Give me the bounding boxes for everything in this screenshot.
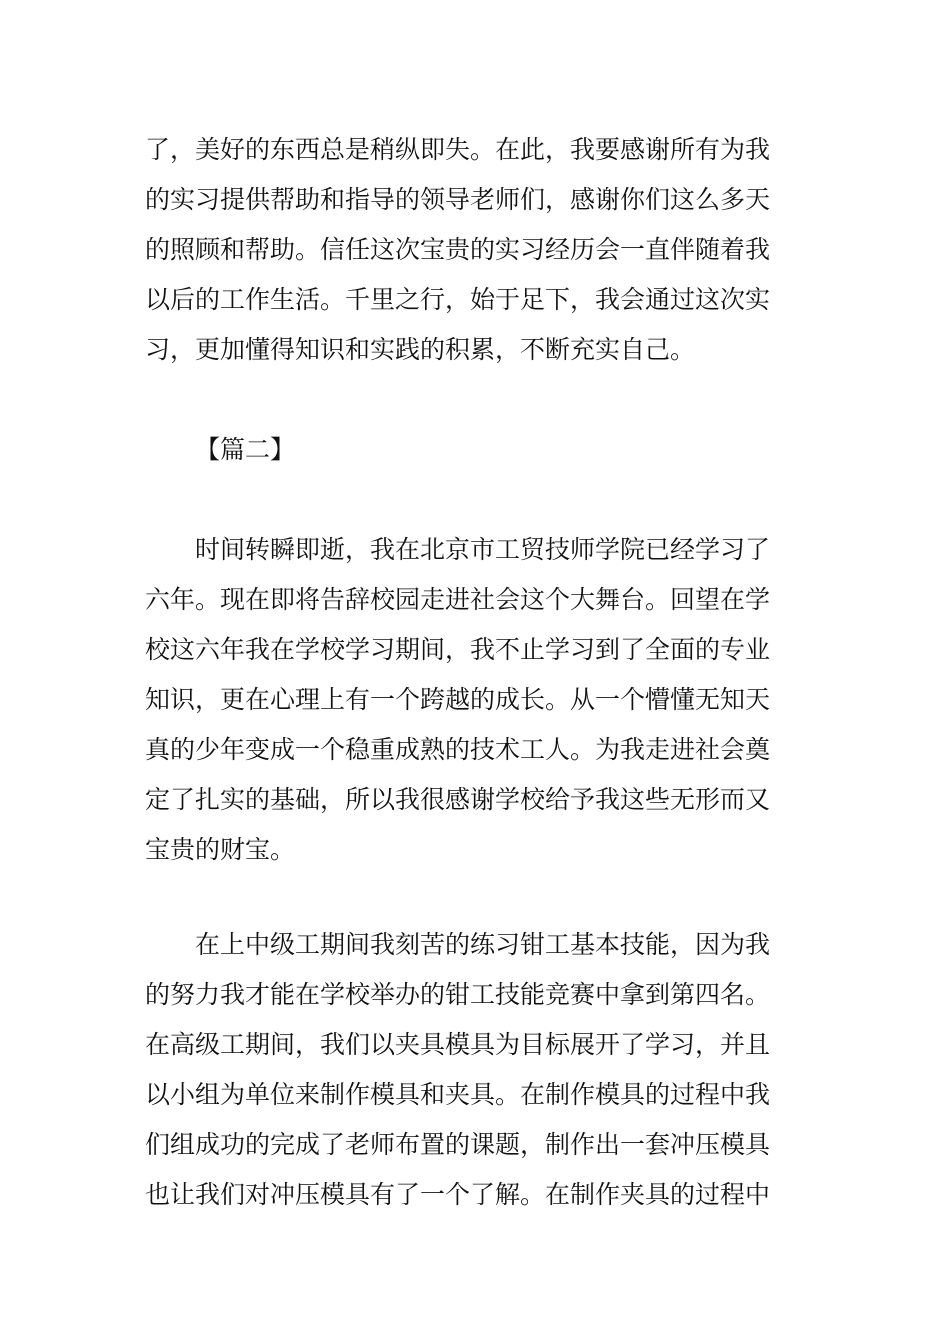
text-line: 时间转瞬即逝，我在北京市工贸技师学院已经学习了 [145, 535, 771, 564]
text-line: 定了扎实的基础，所以我很感谢学校给予我这些无形而又 [145, 785, 771, 814]
paragraph-closing [145, 125, 810, 375]
text-line: 的努力我才能在学校举办的钳工技能竞赛中拿到第四名。 [145, 980, 771, 1009]
text-line: 以小组为单位来制作模具和夹具。在制作模具的过程中我 [145, 1080, 771, 1109]
text-line: 的实习提供帮助和指导的领导老师们，感谢你们这么多天 [145, 185, 771, 214]
text-line: 了，美好的东西总是稍纵即失。在此，我要感谢所有为我 [145, 135, 771, 164]
text-line: 在高级工期间，我们以夹具模具为目标展开了学习，并且 [145, 1030, 771, 1059]
section-heading: 【篇二】 [195, 435, 296, 464]
text-line: 也让我们对冲压模具有了一个了解。在制作夹具的过程中 [145, 1180, 771, 1209]
paragraph-training [145, 920, 810, 1220]
paragraph-intro [145, 525, 810, 875]
text-line: 真的少年变成一个稳重成熟的技术工人。为我走进社会奠 [145, 735, 771, 764]
text-line: 校这六年我在学校学习期间，我不止学习到了全面的专业 [145, 635, 771, 664]
text-line: 习，更加懂得知识和实践的积累，不断充实自己。 [145, 335, 696, 364]
text-line: 在上中级工期间我刻苦的练习钳工基本技能，因为我 [145, 930, 771, 959]
text-line: 们组成功的完成了老师布置的课题，制作出一套冲压模具 [145, 1130, 771, 1159]
text-line: 宝贵的财宝。 [145, 835, 296, 864]
text-line: 六年。现在即将告辞校园走进社会这个大舞台。回望在学 [145, 585, 771, 614]
text-line: 以后的工作生活。千里之行，始于足下，我会通过这次实 [145, 285, 771, 314]
text-line: 的照顾和帮助。信任这次宝贵的实习经历会一直伴随着我 [145, 235, 771, 264]
text-line: 知识，更在心理上有一个跨越的成长。从一个懵懂无知天 [145, 685, 771, 714]
